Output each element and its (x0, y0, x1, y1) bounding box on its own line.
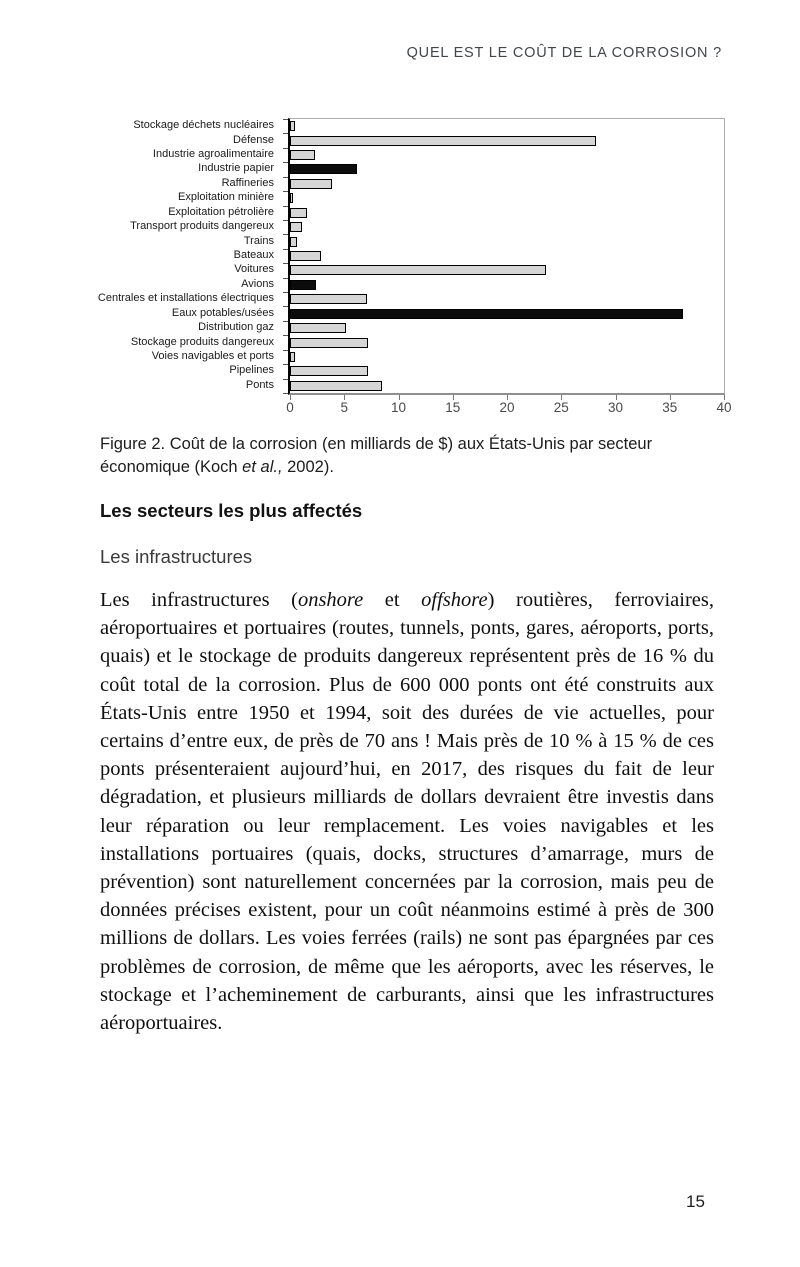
chart-bar (290, 338, 368, 348)
chart-bar-row (290, 191, 724, 205)
chart-bar (290, 222, 302, 232)
chart-bar-row (290, 278, 724, 292)
y-axis-tick (283, 249, 288, 250)
y-axis-tick (283, 364, 288, 365)
chart-bar-row (290, 350, 724, 364)
chart-bar (290, 150, 315, 160)
category-label: Voitures (234, 263, 274, 276)
y-axis-tick (283, 206, 288, 207)
body-italic-segment: offshore (421, 589, 488, 611)
chart-bar (290, 208, 307, 218)
y-axis-tick (283, 278, 288, 279)
chart-bar-row (290, 306, 724, 320)
category-label: Exploitation pétrolière (168, 205, 274, 218)
chart-bar-row (290, 177, 724, 191)
chart-bar (290, 280, 316, 290)
category-label: Défense (233, 133, 274, 146)
category-label: Stockage produits dangereux (130, 335, 274, 348)
category-label: Bateaux (233, 249, 274, 261)
x-axis-tick-label: 15 (445, 400, 461, 415)
chart-bar (290, 352, 295, 362)
x-axis-tick-label: 10 (390, 400, 407, 415)
category-label: Pipelines (229, 364, 274, 377)
y-axis-tick (283, 191, 288, 192)
chart-bar (290, 179, 332, 189)
chart-bar (290, 164, 357, 174)
y-axis-tick (283, 263, 288, 264)
chart-bar-row (290, 220, 724, 234)
chart-plot-area (286, 118, 732, 415)
y-axis-tick (283, 393, 288, 394)
y-axis-tick (283, 379, 288, 380)
figure-caption (100, 433, 732, 479)
body-segment: Les infrastructures ( (100, 589, 298, 611)
caption-italic-citation: et al., (242, 458, 283, 476)
page-number: 15 (686, 1192, 705, 1211)
chart-bar (290, 193, 293, 203)
chart-bar (290, 251, 321, 261)
category-label: Avions (241, 277, 274, 290)
category-label: Distribution gaz (198, 321, 274, 334)
chart-bar (290, 366, 368, 376)
body-segment: et (363, 589, 422, 611)
category-label: Raffineries (221, 176, 274, 189)
chart-bar (290, 265, 546, 275)
x-axis-tick-label: 40 (716, 400, 732, 415)
category-label: Voies navigables et ports (151, 349, 274, 362)
y-axis-tick (283, 133, 288, 134)
running-header: QUEL EST LE COÛT DE LA CORROSION ? (406, 45, 722, 61)
category-label: Centrales et installations électriques (97, 292, 274, 305)
y-axis-tick (283, 234, 288, 235)
y-axis-tick (283, 220, 288, 221)
chart-bar (290, 309, 683, 319)
chart-bar-row (290, 162, 724, 176)
y-axis-tick (283, 177, 288, 178)
chart-bar-row (290, 321, 724, 335)
chart-bar-row (290, 335, 724, 349)
y-axis-tick (283, 119, 288, 120)
y-axis-tick (283, 306, 288, 307)
category-label: Transport produits dangereux (130, 220, 274, 233)
figure-2-chart (90, 118, 740, 438)
x-axis-tick-label: 20 (499, 400, 515, 415)
chart-bar-row (290, 292, 724, 306)
chart-bar-row (290, 119, 724, 133)
y-axis-tick (283, 292, 288, 293)
category-label: Exploitation minière (178, 191, 274, 204)
chart-bar-row (290, 234, 724, 248)
chart-bar (290, 237, 297, 247)
chart-bars (290, 119, 724, 393)
chart-bar (290, 323, 346, 333)
y-axis-tick (283, 350, 288, 351)
category-label: Industrie papier (198, 162, 274, 175)
chart-bar-row (290, 379, 724, 393)
body-segment: ) routières, ferroviaires, aéroportuaires et portuaires (routes, tunnels, ponts, gares, aéroports, ports, quais) et le stockage de produits dangereux représentent près de 16 % du coût total de la corrosion. Plus de 600 000 ponts ont été construits aux États-Unis entre 1950 et 1994, soit des durées de vie actuelles, pour certains d’entre eux, de près de 70 ans ! Mais près de 10 % à 15 % de ces ponts présenteraient aujourd’hui, en 2017, des risques du fait de leur dégradation, et plusieurs milliards de dollars devraient être investis dans leur réparation ou leur remplacement. Les voies navigables et les installations portuaires (quais, docks, structures d’amarrage, murs de prévention) sont naturellement concernées par la corrosion, mais peu de données précises existent, pour un coût néanmoins estimé à près de 300 millions de dollars. Les voies ferrées (rails) ne sont pas épargnées par ces problèmes de corrosion, de même que les aéroports, avec les réserves, le stockage et l’acheminement de carburants, ainsi que les infrastructures aéroportuaires. (100, 589, 714, 1035)
category-label: Eaux potables/usées (171, 306, 274, 319)
y-axis-tick (283, 321, 288, 322)
category-label: Industrie agroalimentaire (152, 148, 274, 161)
sub-heading: Les infrastructures (100, 546, 253, 567)
chart-bar-row (290, 206, 724, 220)
x-axis-tick-label: 0 (286, 400, 294, 415)
y-axis-tick (283, 162, 288, 163)
x-axis-tick-label: 5 (340, 400, 349, 415)
chart-bar-row (290, 148, 724, 162)
chart-category-labels (0, 118, 281, 392)
section-heading: Les secteurs les plus affectés (100, 500, 363, 521)
x-axis-tick-label: 30 (607, 400, 624, 415)
caption-text-end: 2002). (282, 458, 334, 476)
chart-bar (290, 121, 295, 131)
caption-text: Figure 2. Coût de la corrosion (en milliards de $) aux États-Unis par secteur économique (Koch (100, 435, 653, 476)
chart-bar (290, 294, 367, 304)
body-paragraph (100, 586, 714, 1037)
x-axis-tick-label: 25 (553, 400, 569, 415)
category-label: Trains (243, 234, 274, 247)
category-label: Stockage déchets nucléaires (133, 119, 274, 132)
chart-bar-row (290, 249, 724, 263)
y-axis-tick (283, 148, 288, 149)
body-italic-segment: onshore (297, 589, 364, 611)
chart-bar (290, 381, 382, 391)
chart-bar-row (290, 364, 724, 378)
chart-bar-row (290, 133, 724, 147)
y-axis-tick (283, 335, 288, 336)
category-label: Ponts (245, 378, 274, 391)
x-axis-tick-label: 35 (662, 400, 678, 415)
chart-bar (290, 136, 596, 146)
chart-bar-row (290, 263, 724, 277)
